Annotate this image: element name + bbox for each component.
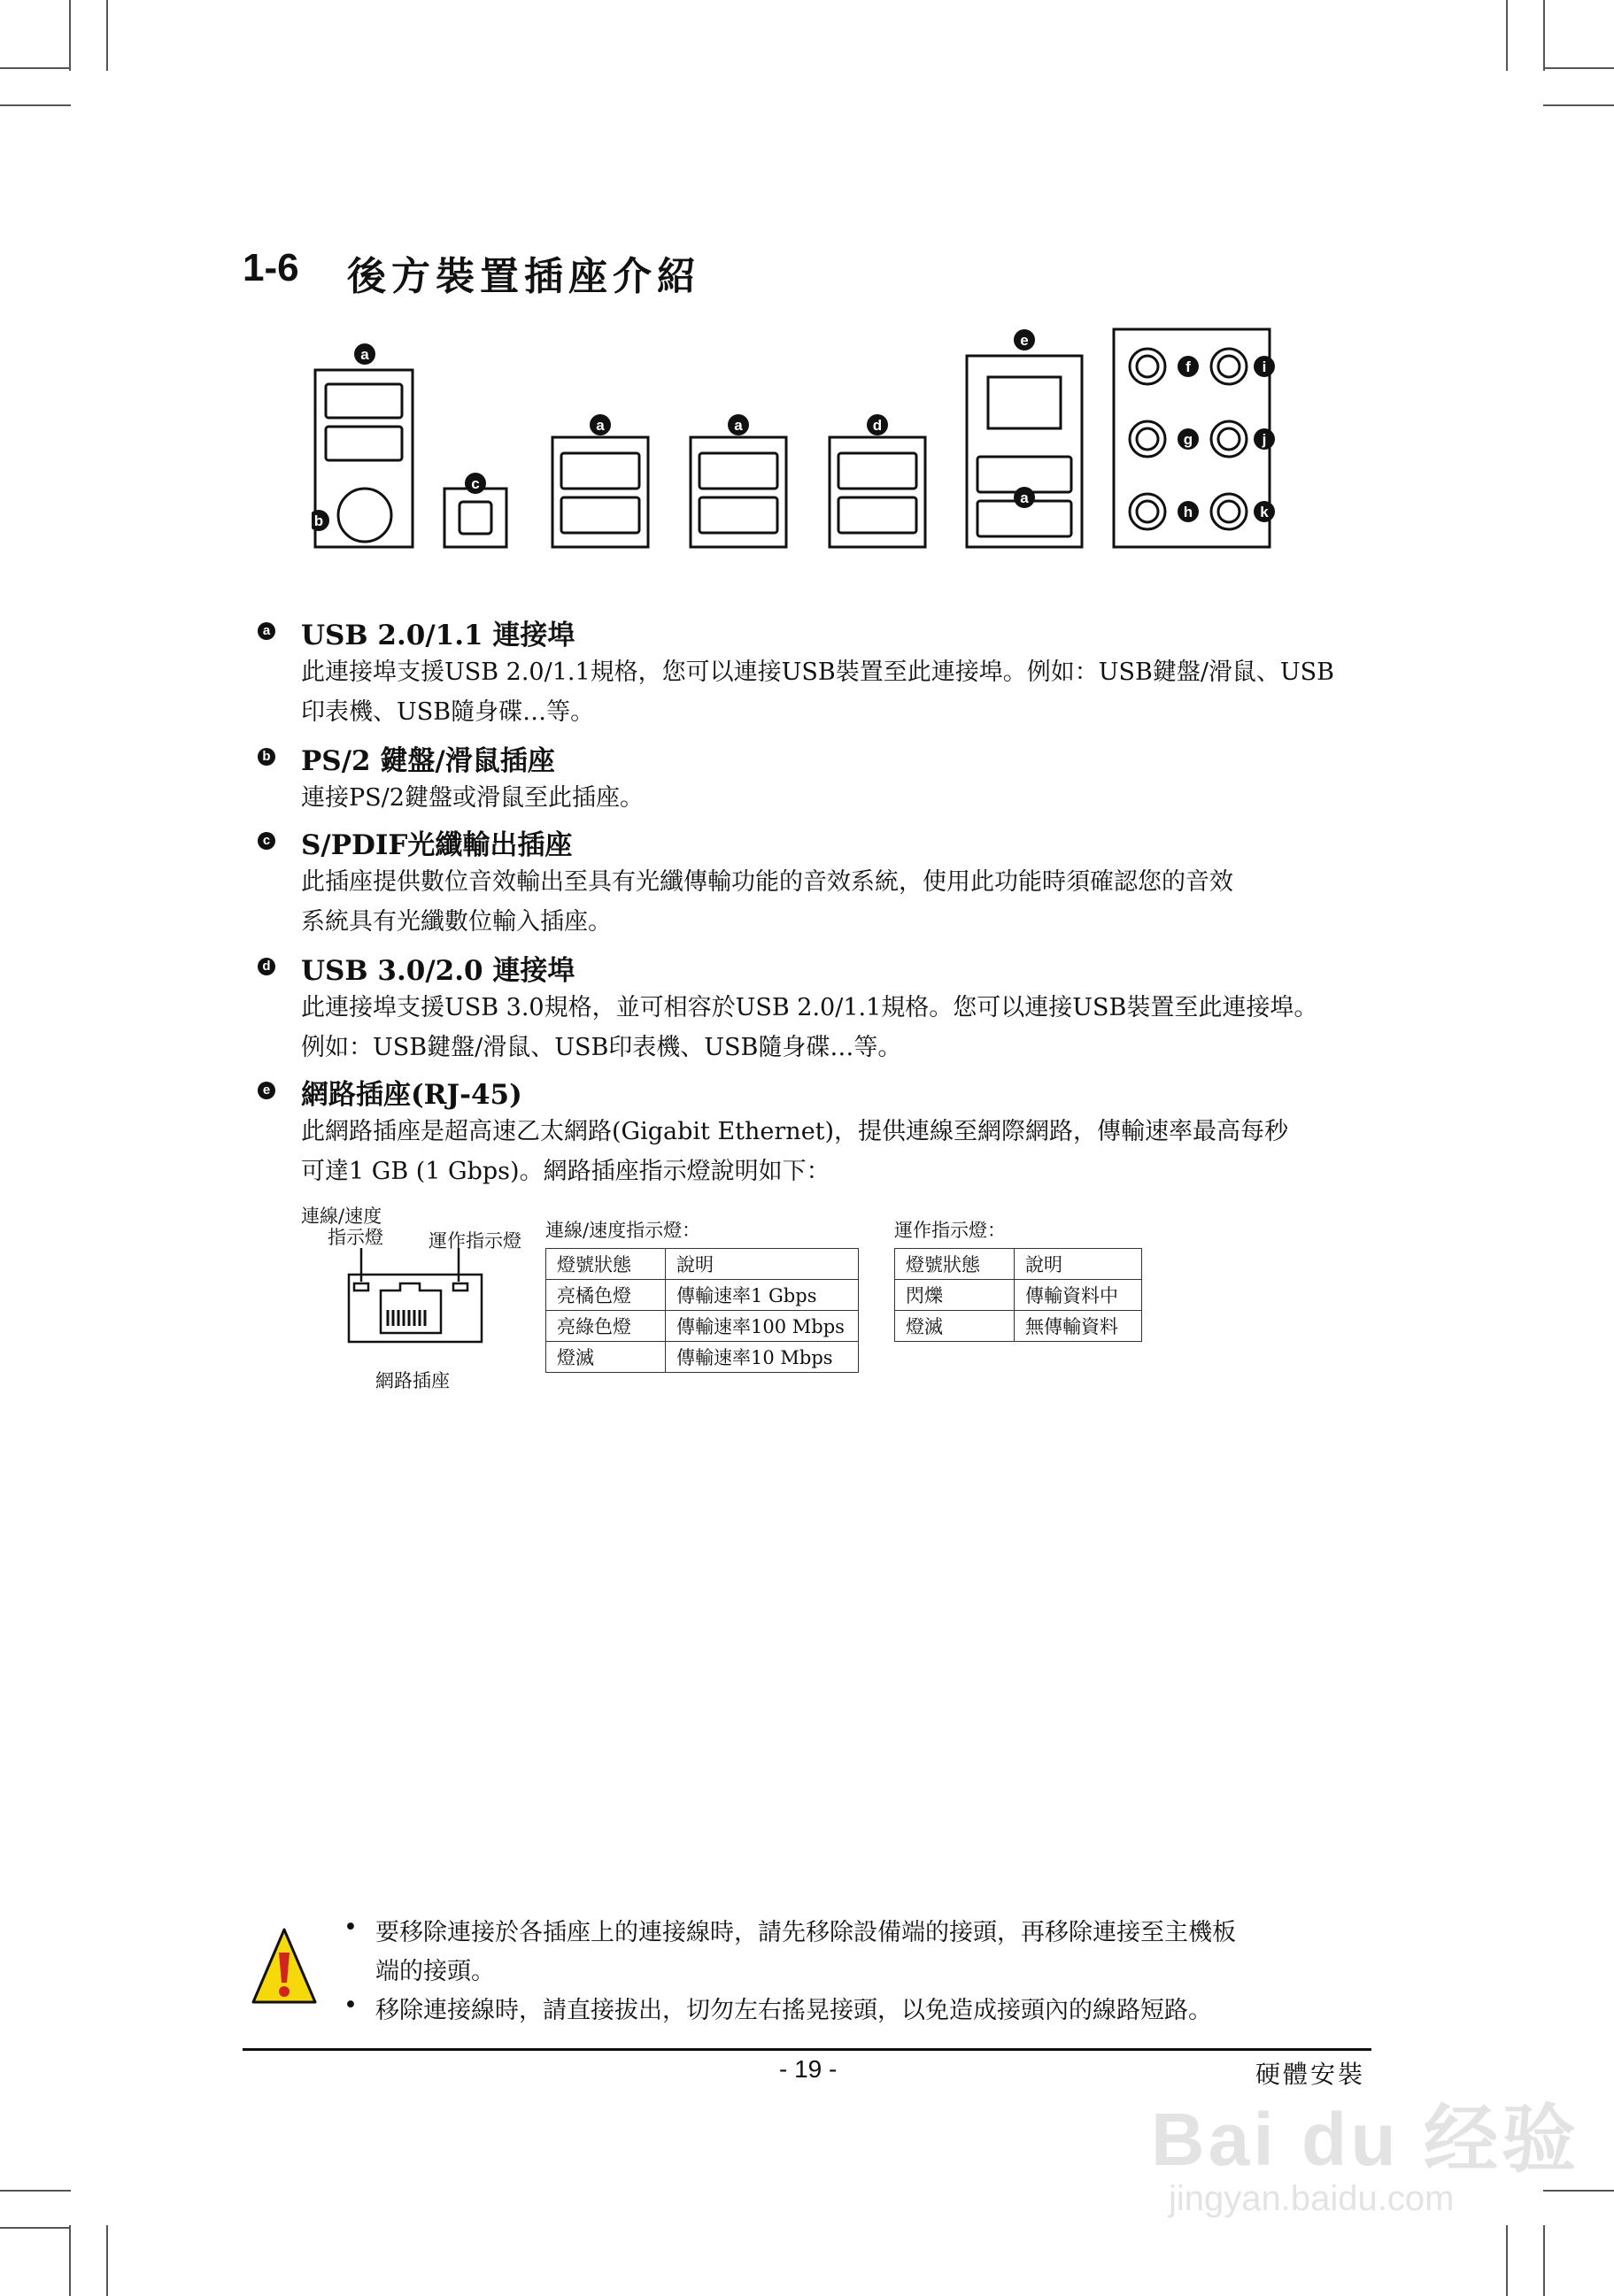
lan-port-drawing xyxy=(342,1248,492,1345)
usb2-heading: USB 2.0/1.1 連接埠 xyxy=(301,620,575,651)
crop-mark xyxy=(1543,0,1545,71)
table-row xyxy=(546,1280,859,1311)
crop-mark xyxy=(0,2227,71,2229)
lan-body-line: 可達1 GB (1 Gbps)。網路插座指示燈說明如下： xyxy=(301,1158,830,1185)
section-marker: a xyxy=(258,622,275,640)
table-cell: 亮橘色燈 xyxy=(546,1280,666,1311)
usb2-body-line: 印表機、USB隨身碟…等。 xyxy=(301,698,595,726)
speed-led-table xyxy=(545,1248,859,1373)
section-number: 1-6 xyxy=(243,246,299,289)
activity-led-table xyxy=(894,1248,1142,1342)
table-row xyxy=(895,1280,1142,1311)
section-marker: d xyxy=(258,958,275,975)
spdif-body-line: 此插座提供數位音效輸出至具有光纖傳輸功能的音效系統，使用此功能時須確認您的音效 xyxy=(301,868,1233,896)
crop-mark xyxy=(106,2225,108,2296)
callout-label: j xyxy=(1262,431,1267,448)
crop-mark xyxy=(69,0,71,71)
speed-table-caption: 連線/速度指示燈： xyxy=(545,1220,701,1241)
callout-label: k xyxy=(1260,504,1269,520)
table-row xyxy=(895,1311,1142,1342)
watermark-url: jingyan.baidu.com xyxy=(1169,2179,1455,2218)
section-marker: c xyxy=(258,832,275,850)
table-header-row xyxy=(895,1249,1142,1280)
table-header: 說明 xyxy=(1015,1249,1142,1280)
table-cell: 傳輸速率100 Mbps xyxy=(666,1311,859,1342)
table-row xyxy=(546,1342,859,1373)
speed-led-label-line: 連線/速度 xyxy=(301,1206,382,1227)
table-header: 燈號狀態 xyxy=(895,1249,1015,1280)
crop-mark xyxy=(106,0,108,71)
crop-mark xyxy=(0,2190,71,2192)
usb2-body-line: 此連接埠支援USB 2.0/1.1規格，您可以連接USB裝置至此連接埠。例如：USB鍵盤/滑鼠、USB xyxy=(301,659,1335,686)
table-cell: 傳輸速率10 Mbps xyxy=(666,1342,859,1373)
table-cell: 亮綠色燈 xyxy=(546,1311,666,1342)
footer-rule xyxy=(243,2048,1371,2051)
warning-icon xyxy=(250,1926,319,2006)
ps2-body-line: 連接PS/2鍵盤或滑鼠至此插座。 xyxy=(301,784,644,812)
warning-bullet: • xyxy=(344,1992,358,2019)
table-cell: 無傳輸資料 xyxy=(1015,1311,1142,1342)
speed-led-label-line: 指示燈 xyxy=(328,1227,383,1248)
section-marker: e xyxy=(258,1082,275,1099)
warning-bullet: • xyxy=(344,1914,358,1941)
crop-mark xyxy=(0,104,71,106)
spdif-heading: S/PDIF光纖輸出插座 xyxy=(301,829,573,861)
crop-mark xyxy=(0,67,71,69)
ps2-heading: PS/2 鍵盤/滑鼠插座 xyxy=(301,745,555,777)
callout-label: h xyxy=(1183,504,1193,520)
section-title: 後方裝置插座介紹 xyxy=(347,254,701,299)
callout-label: c xyxy=(471,475,480,492)
usb3-body-line: 此連接埠支援USB 3.0規格，並可相容於USB 2.0/1.1規格。您可以連接USB裝置至此連接埠。 xyxy=(301,994,1318,1021)
usb3-body-line: 例如：USB鍵盤/滑鼠、USB印表機、USB隨身碟…等。 xyxy=(301,1034,902,1061)
callout-label: a xyxy=(1020,489,1029,506)
crop-mark xyxy=(1506,0,1508,71)
lan-heading: 網路插座(RJ-45) xyxy=(301,1079,522,1111)
activity-table-caption: 運作指示燈： xyxy=(894,1220,1006,1241)
callout-label: a xyxy=(360,346,369,363)
crop-mark xyxy=(1543,2190,1614,2192)
table-cell: 傳輸速率1 Gbps xyxy=(666,1280,859,1311)
table-header-row xyxy=(546,1249,859,1280)
chapter-title: 硬體安裝 xyxy=(1255,2060,1366,2089)
table-header: 燈號狀態 xyxy=(546,1249,666,1280)
table-cell: 燈滅 xyxy=(895,1311,1015,1342)
activity-led-label: 運作指示燈 xyxy=(429,1230,521,1252)
callout-label: a xyxy=(734,417,743,434)
table-cell: 閃爍 xyxy=(895,1280,1015,1311)
callout-label: f xyxy=(1185,358,1191,375)
watermark-logo: Bai du 经验 xyxy=(1151,2098,1580,2181)
crop-mark xyxy=(1543,104,1614,106)
table-header: 說明 xyxy=(666,1249,859,1280)
usb3-heading: USB 3.0/2.0 連接埠 xyxy=(301,955,575,987)
table-cell: 傳輸資料中 xyxy=(1015,1280,1142,1311)
crop-mark xyxy=(69,2225,71,2296)
callout-label: e xyxy=(1020,332,1029,349)
rear-panel-diagram xyxy=(312,320,1277,558)
speed-led-label xyxy=(301,1206,383,1248)
warning-text-line: 端的接頭。 xyxy=(375,1958,495,1985)
section-marker: b xyxy=(258,748,275,766)
warning-text-line: 移除連接線時，請直接拔出，切勿左右搖晃接頭，以免造成接頭內的線路短路。 xyxy=(375,1997,1212,2024)
page-number: - 19 - xyxy=(779,2055,838,2083)
warning-text-line: 要移除連接於各插座上的連接線時，請先移除設備端的接頭，再移除連接至主機板 xyxy=(375,1919,1236,1946)
callout-label: g xyxy=(1183,431,1193,448)
callout-label: b xyxy=(313,512,324,529)
callout-label: d xyxy=(872,417,883,434)
crop-mark xyxy=(1543,67,1614,69)
callout-label: i xyxy=(1262,358,1267,375)
table-row xyxy=(546,1311,859,1342)
table-cell: 燈滅 xyxy=(546,1342,666,1373)
crop-mark xyxy=(1506,2225,1508,2296)
lan-body-line: 此網路插座是超高速乙太網路(Gigabit Ethernet)，提供連線至網際網路，傳輸速率最高每秒 xyxy=(301,1118,1289,1145)
callout-label: a xyxy=(596,417,605,434)
crop-mark xyxy=(1543,2225,1545,2296)
lan-port-label: 網路插座 xyxy=(375,1370,450,1391)
spdif-body-line: 系統具有光纖數位輸入插座。 xyxy=(301,908,612,936)
